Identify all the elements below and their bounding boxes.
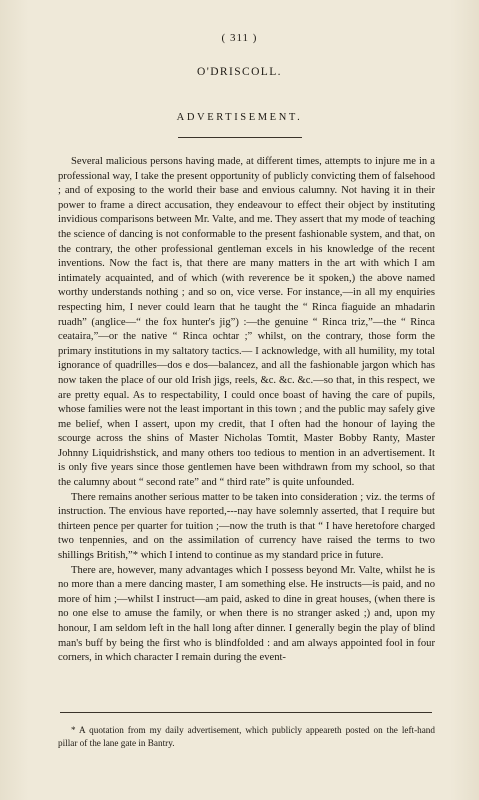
section-title: ADVERTISEMENT. (176, 112, 303, 123)
footnote: * A quotation from my daily advertisement, which publicly appeareth posted on the left-hand pillar of the lane gate in Bantry. (58, 725, 435, 748)
footnote-rule (60, 712, 432, 713)
running-head: O'DRISCOLL. (197, 66, 282, 78)
section-title-rule (178, 137, 302, 138)
paragraph: There remains another serious matter to be taken into consideration ; viz. the terms of instruction. The envious have reported,---nay have solemnly asserted, that I require but thirteen pence per quarter for tuition ;—now the truth is that “ I have heretofore charged two tenpennies, and on the assimilation of currency have raised the terms to two shillings British,”* which I intend to continue as my standard price in future. (58, 491, 435, 562)
page-number: ( 311 ) (221, 32, 258, 44)
paragraph: Several malicious persons having made, at different times, attempts to injure me in a professional way, I take the present opportunity of publicly convicting them of falsehood ; and of exposing to the world their base and envious calumny. Not having it in their power to frame a direct accusation, they endeavour to effect their object by instituting invidious comparisons between Mr. Valte, and me. They assert that my mode of teaching the science of dancing is not conformable to the present fashionable system, and that, on the contrary, the other professional gentleman excels in his knowledge of the recent inventions. Now the fact is, that there are many matters in the art with which I am intimately acquainted, and of which (with reverence be it spoken,) the above named worthy understands nothing ; and so on, vice verse. For instance,—in all my enquiries respecting him, I never could learn that he taught the “ Rinca fiaguide an mhadarin ruadh” (anglice—“ the fox hunter's jig”) :—the genuine “ Rinca triz,”—the “ Rinca ceataira,”—or the native “ Rinca ochtar ;” whilst, on the contrary, those form the primary institutions in my saltatory tactics.— I acknowledge, with all humility, my total ignorance of quadrilles—dos e dos—balancez, and all the fashionable jargon which has now taken the place of our old Irish jigs, reels, &c. &c. &c.—so that, in this respect, we are pretty equal. As to respectability, I could once boast of having the care of pupils, whose families were not the least important in this town ; and the public may safely give me belief, when I assert, upon my credit, that I often had the honour of laying the scourge across the shins of Master Nicholas Tomtit, Master Bobby Ranty, Master Johnny Liquidrishstick, and many others too tedious to mention in an advertisement. It is only five years since those gentlemen have been withdrawn from my school, so that the calumny about “ second rate” and “ third rate” is quite unfounded. (58, 156, 435, 489)
paragraph: There are, however, many advantages which I possess beyond Mr. Valte, whilst he is no more than a mere dancing master, I am something else. He instructs—is paid, and no more of him ;—whilst I instruct—am paid, asked to dine in great houses, (when there is no one else to amuse the family, or when there is no stranger asked ;) and, upon my honour, I am seldom left in the hall long after dinner. I generally begin the play of blind man's buff by being the first who is blindfolded : and am always appointed fool in four corners, in which character I remain during the event- (58, 564, 435, 664)
advertisement-body (58, 155, 435, 666)
